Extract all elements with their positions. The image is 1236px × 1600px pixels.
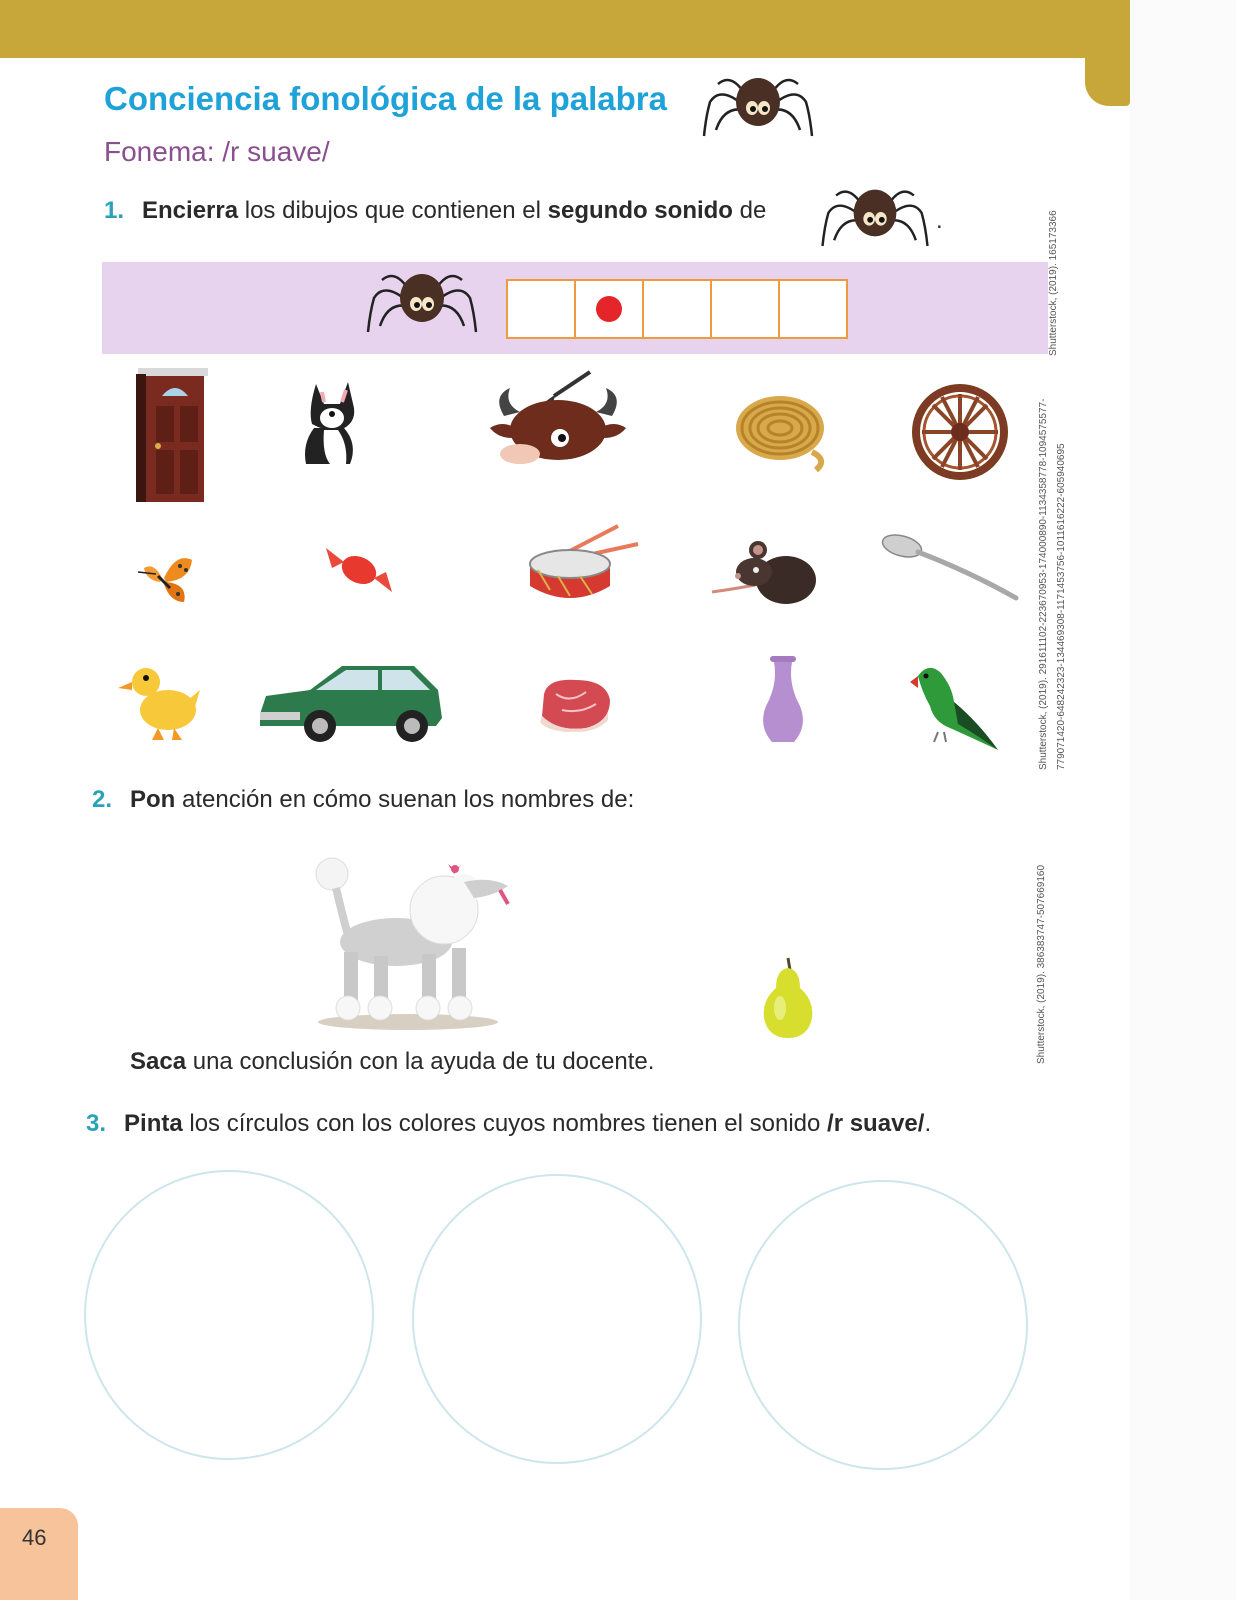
- sound-boxes: [506, 279, 848, 339]
- image-credit: Shutterstock, (2019). 386383747-507669160: [1036, 864, 1047, 1064]
- door-icon[interactable]: [132, 366, 212, 506]
- question-2: [92, 786, 634, 814]
- mouse-icon[interactable]: [710, 536, 820, 608]
- sound-box[interactable]: [644, 281, 712, 337]
- paint-circle[interactable]: [84, 1170, 374, 1460]
- bull-icon[interactable]: [490, 366, 626, 466]
- image-credit: Shutterstock, (2019). 291611102-223670953-174000890-113435877​8-1094575577-: [1038, 398, 1049, 770]
- instruction-text: una conclusión con la ayuda de tu docente.: [186, 1048, 655, 1075]
- vase-icon[interactable]: [756, 654, 810, 746]
- parrot-icon[interactable]: [908, 662, 1000, 752]
- spoon-icon[interactable]: [880, 532, 1020, 604]
- instruction-verb: Pon: [130, 786, 176, 813]
- drum-icon[interactable]: [524, 524, 640, 604]
- meat-icon[interactable]: [536, 674, 614, 732]
- rope-icon[interactable]: [732, 390, 832, 472]
- paint-circle[interactable]: [738, 1180, 1028, 1470]
- paint-circle[interactable]: [412, 1174, 702, 1464]
- car-icon[interactable]: [254, 660, 446, 746]
- instruction-verb: Pinta: [124, 1110, 183, 1137]
- question-number: 3.: [86, 1110, 107, 1137]
- instruction-bold: /r suave/: [827, 1110, 925, 1137]
- image-credit: 779071420-648242323-134469308-1171453756-1011616222-605940695: [1056, 443, 1067, 770]
- question-1: [104, 197, 766, 225]
- sound-box[interactable]: [780, 281, 846, 337]
- question-3: [86, 1110, 931, 1138]
- page-number: 46: [22, 1525, 47, 1550]
- conclusion-instruction: [130, 1048, 654, 1076]
- question-1-end: .: [936, 207, 943, 234]
- page-number-tab: [0, 1508, 78, 1600]
- instruction-text: .: [924, 1110, 932, 1137]
- image-credit: Shutterstock, (2019). 165173366: [1048, 210, 1059, 356]
- question-number: 2.: [92, 786, 113, 813]
- page-title: Conciencia fonológica de la palabra: [104, 80, 667, 117]
- top-color-band: [0, 0, 1130, 58]
- instruction-verb: Saca: [130, 1048, 187, 1075]
- instruction-text: de: [732, 197, 767, 224]
- question-number: 1.: [104, 197, 125, 224]
- instruction-bold: segundo sonido: [547, 197, 733, 224]
- sound-box[interactable]: [576, 281, 644, 337]
- spider-icon: [702, 66, 814, 138]
- instruction-verb: Encierra: [142, 197, 239, 224]
- pear-icon: [754, 956, 822, 1040]
- duck-icon[interactable]: [116, 660, 200, 742]
- sound-box[interactable]: [712, 281, 780, 337]
- instruction-text: los círculos con los colores cuyos nombres tienen el sonido: [182, 1110, 828, 1137]
- poodle-icon: [304, 852, 524, 1032]
- butterfly-icon[interactable]: [136, 550, 196, 606]
- spider-icon: [820, 178, 930, 248]
- wheel-icon[interactable]: [912, 384, 1008, 480]
- instruction-text: atención en cómo suenan los nombres de:: [175, 786, 635, 813]
- sound-box[interactable]: [508, 281, 576, 337]
- dog-icon[interactable]: [296, 374, 368, 468]
- page-margin: [1130, 0, 1236, 1600]
- top-band-tab: [1085, 40, 1130, 106]
- spider-icon: [366, 262, 478, 334]
- sound-marker-dot: [596, 296, 622, 322]
- phoneme-subtitle: Fonema: /r suave/: [104, 136, 330, 167]
- instruction-text: los dibujos que contienen el: [238, 197, 548, 224]
- candy-icon[interactable]: [324, 540, 394, 600]
